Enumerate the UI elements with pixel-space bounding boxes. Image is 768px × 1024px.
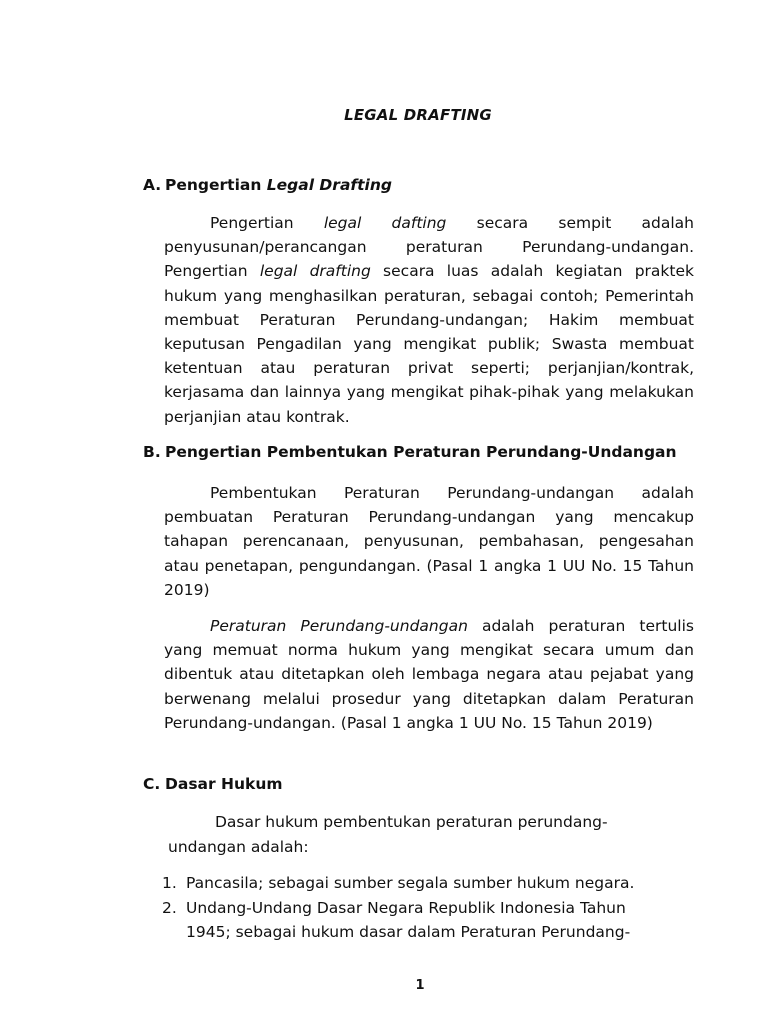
section-letter: B. <box>143 443 161 461</box>
section-a-paragraph <box>164 211 694 429</box>
paragraph-text: Pengertian <box>210 214 324 232</box>
list-item-continuation <box>162 920 722 944</box>
section-b-heading <box>143 443 677 461</box>
legal-basis-list <box>162 871 722 944</box>
section-a-heading-text: Pengertian <box>165 176 267 194</box>
section-a-heading-italic: Legal Drafting <box>266 176 392 194</box>
list-item-text: 1945; sebagai hukum dasar dalam Peraturan Perundang- <box>186 923 631 941</box>
section-b-paragraph-2 <box>164 614 694 735</box>
list-item-text: Pancasila; sebagai sumber segala sumber hukum negara. <box>186 874 635 892</box>
document-title: LEGAL DRAFTING <box>344 106 492 124</box>
section-c-heading <box>143 775 283 793</box>
paragraph-text: secara luas adalah kegiatan praktek hukum yang menghasilkan peraturan, sebagai contoh; Pemerintah membuat Peraturan Perundang-undangan; Hakim membuat keputusan Pengadilan yang mengikat publik; Swasta membuat ketentuan atau peraturan privat seperti; perjanjian/kontrak, kerjasama dan lainnya yang mengikat pihak-pihak yang melakukan perjanjian atau kontrak. <box>164 262 694 426</box>
paragraph-italic-term: legal dafting <box>323 214 447 232</box>
paragraph-text: adalah peraturan tertulis yang memuat norma hukum yang mengikat secara umum dan dibentuk atau ditetapkan oleh lembaga negara atau pejabat yang berwenang melalui prosedur yang ditetapkan dalam Peraturan Perundang-undangan. (Pasal 1 angka 1 UU No. 15 Tahun 2019) <box>164 617 694 732</box>
paragraph-italic-term: legal drafting <box>259 262 371 281</box>
section-letter: A. <box>143 176 162 194</box>
list-item-text: Undang-Undang Dasar Negara Republik Indonesia Tahun <box>186 899 626 917</box>
paragraph-text: secara sempit adalah penyusunan/perancangan peraturan Perundang-undangan. Pengertian <box>164 214 694 281</box>
section-c-heading-text: Dasar Hukum <box>165 775 283 793</box>
section-b-heading-text: Pengertian Pembentukan Peraturan Perundang-Undangan <box>165 443 677 461</box>
section-c-intro-line1: Dasar hukum pembentukan peraturan perundang- <box>215 813 608 831</box>
section-a-heading <box>143 176 392 194</box>
list-item <box>162 871 722 895</box>
paragraph-text: Pembentukan Peraturan Perundang-undangan adalah pembuatan Peraturan Perundang-undangan yang mencakup tahapan perencanaan, penyusunan, pembahasan, pengesahan atau penetapan, pengundangan. (Pasal 1 angka 1 UU No. 15 Tahun 2019) <box>164 484 694 599</box>
page-number: 1 <box>415 978 425 993</box>
list-item-number: 2. <box>162 899 177 917</box>
section-b-paragraph-1 <box>164 481 694 602</box>
list-item-number: 1. <box>162 874 177 892</box>
section-c-intro-line2: undangan adalah: <box>168 838 309 856</box>
paragraph-italic-term: Peraturan Perundang-undangan <box>210 617 468 635</box>
list-item <box>162 896 722 944</box>
section-letter: C. <box>143 775 161 793</box>
